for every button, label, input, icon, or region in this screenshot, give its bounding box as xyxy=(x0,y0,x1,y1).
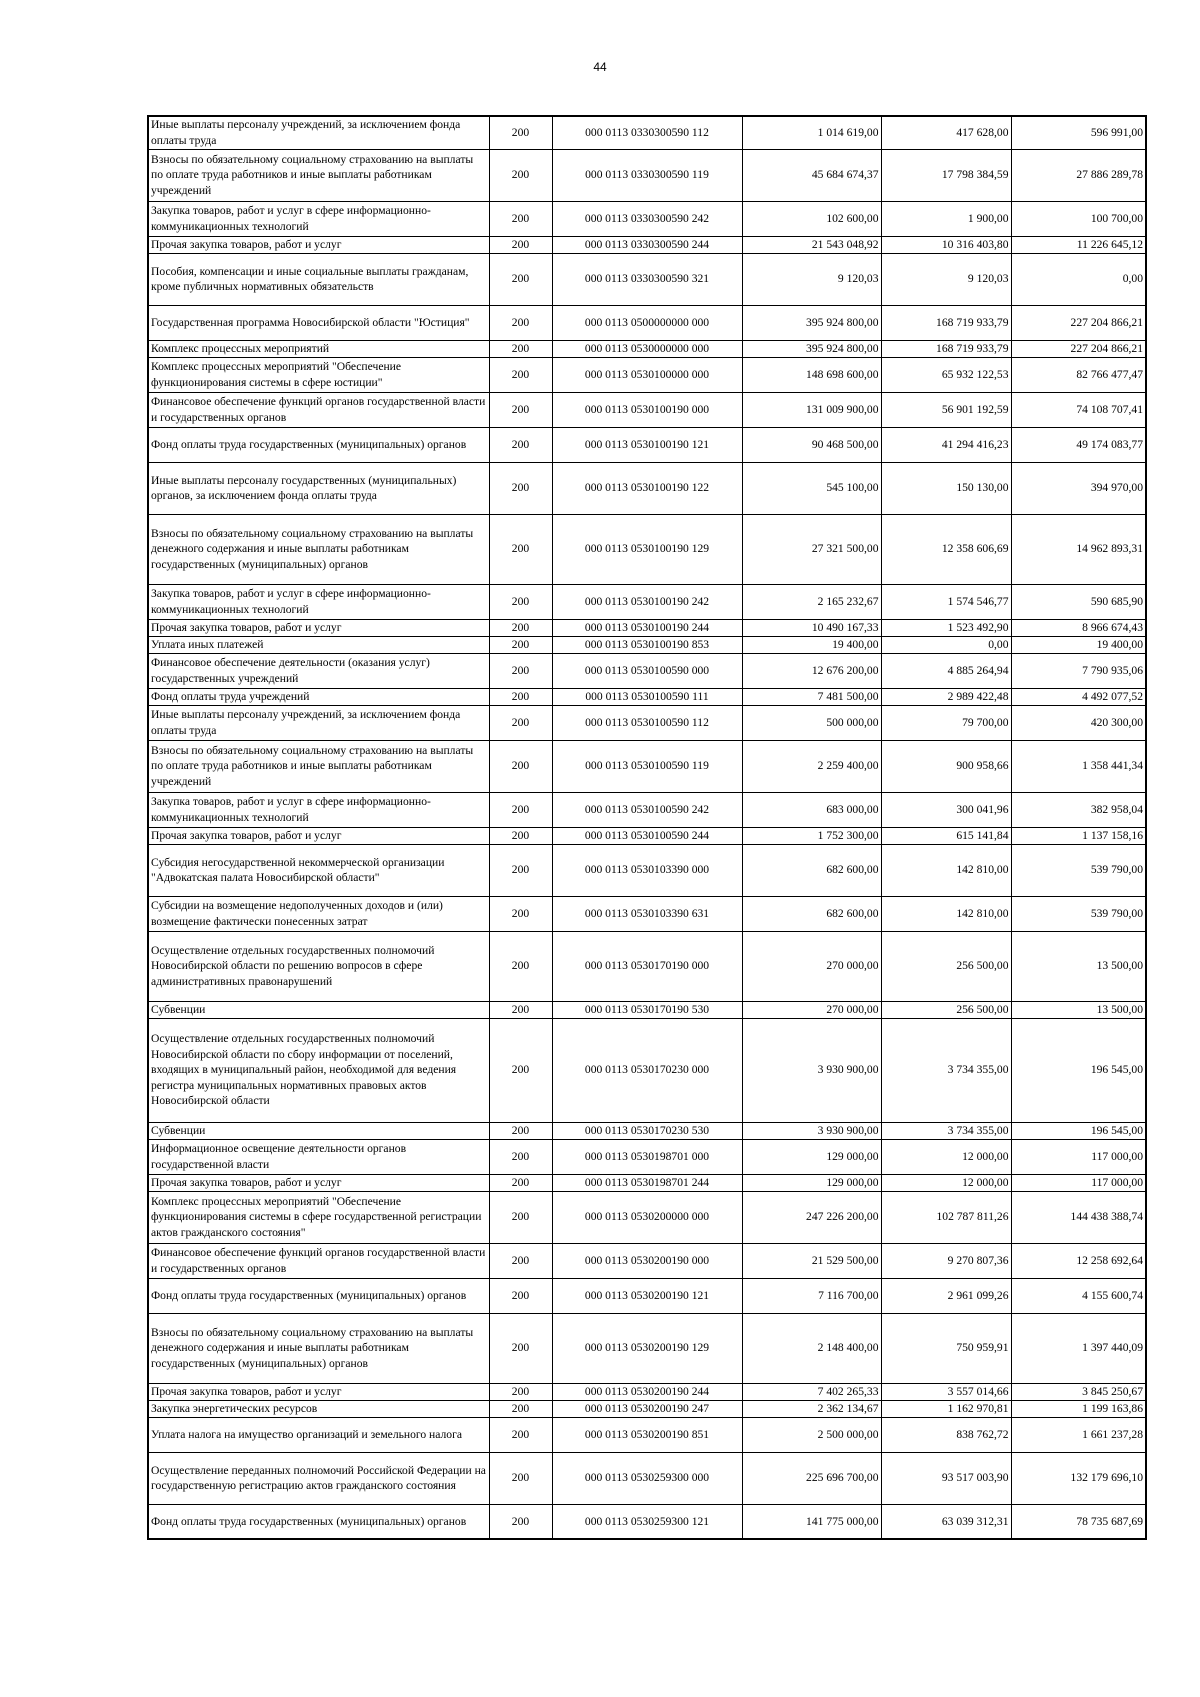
row-name-cell: Субсидии на возмещение недополученных доходов и (или) возмещение фактически понесенных затрат xyxy=(148,896,489,931)
row-executed-cell: 79 700,00 xyxy=(881,705,1011,740)
row-executed-cell: 3 734 355,00 xyxy=(881,1122,1011,1139)
row-classification-cell: 000 0113 0530170230 000 xyxy=(552,1018,742,1122)
row-line-code-cell: 200 xyxy=(489,305,552,340)
row-line-code-cell: 200 xyxy=(489,462,552,514)
row-name-cell: Фонд оплаты труда государственных (муниципальных) органов xyxy=(148,1504,489,1539)
row-name-cell: Пособия, компенсации и иные социальные выплаты гражданам, кроме публичных нормативных обязательств xyxy=(148,253,489,305)
row-name-cell: Осуществление отдельных государственных полномочий Новосибирской области по решению вопросов в сфере административных правонарушений xyxy=(148,931,489,1001)
row-line-code-cell: 200 xyxy=(489,584,552,619)
row-approved-cell: 90 468 500,00 xyxy=(742,427,881,462)
table-body xyxy=(148,116,1146,1539)
row-approved-cell: 10 490 167,33 xyxy=(742,619,881,636)
row-name-cell: Информационное освещение деятельности органов государственной власти xyxy=(148,1139,489,1174)
row-unexecuted-cell: 420 300,00 xyxy=(1011,705,1146,740)
row-unexecuted-cell: 1 661 237,28 xyxy=(1011,1417,1146,1452)
row-approved-cell: 148 698 600,00 xyxy=(742,357,881,392)
row-executed-cell: 3 557 014,66 xyxy=(881,1383,1011,1400)
row-unexecuted-cell: 13 500,00 xyxy=(1011,1001,1146,1018)
table-row xyxy=(148,931,1146,1001)
table-row xyxy=(148,1174,1146,1191)
table-row xyxy=(148,514,1146,584)
row-name-cell: Осуществление переданных полномочий Российской Федерации на государственную регистрацию актов гражданского состояния xyxy=(148,1452,489,1504)
table-row xyxy=(148,827,1146,844)
table-row xyxy=(148,1191,1146,1243)
row-classification-cell: 000 0113 0530198701 000 xyxy=(552,1139,742,1174)
row-executed-cell: 4 885 264,94 xyxy=(881,653,1011,688)
row-executed-cell: 150 130,00 xyxy=(881,462,1011,514)
table-row xyxy=(148,201,1146,236)
row-approved-cell: 2 259 400,00 xyxy=(742,740,881,792)
row-executed-cell: 102 787 811,26 xyxy=(881,1191,1011,1243)
row-name-cell: Финансовое обеспечение деятельности (оказания услуг) государственных учреждений xyxy=(148,653,489,688)
row-name-cell: Иные выплаты персоналу государственных (муниципальных) органов, за исключением фонда оплаты труда xyxy=(148,462,489,514)
row-line-code-cell: 200 xyxy=(489,1001,552,1018)
row-classification-cell: 000 0113 0530200190 851 xyxy=(552,1417,742,1452)
row-line-code-cell: 200 xyxy=(489,1122,552,1139)
row-approved-cell: 247 226 200,00 xyxy=(742,1191,881,1243)
table-row xyxy=(148,1452,1146,1504)
row-approved-cell: 12 676 200,00 xyxy=(742,653,881,688)
row-executed-cell: 1 900,00 xyxy=(881,201,1011,236)
row-classification-cell: 000 0113 0530259300 121 xyxy=(552,1504,742,1539)
row-approved-cell: 682 600,00 xyxy=(742,844,881,896)
row-classification-cell: 000 0113 0330300590 119 xyxy=(552,149,742,201)
row-approved-cell: 225 696 700,00 xyxy=(742,1452,881,1504)
row-classification-cell: 000 0113 0530170230 530 xyxy=(552,1122,742,1139)
row-approved-cell: 131 009 900,00 xyxy=(742,392,881,427)
row-unexecuted-cell: 7 790 935,06 xyxy=(1011,653,1146,688)
row-line-code-cell: 200 xyxy=(489,792,552,827)
row-name-cell: Фонд оплаты труда государственных (муниципальных) органов xyxy=(148,427,489,462)
row-classification-cell: 000 0113 0530170190 000 xyxy=(552,931,742,1001)
row-classification-cell: 000 0113 0500000000 000 xyxy=(552,305,742,340)
row-unexecuted-cell: 117 000,00 xyxy=(1011,1174,1146,1191)
row-approved-cell: 3 930 900,00 xyxy=(742,1018,881,1122)
row-name-cell: Комплекс процессных мероприятий "Обеспечение функционирования системы в сфере юстиции" xyxy=(148,357,489,392)
row-executed-cell: 56 901 192,59 xyxy=(881,392,1011,427)
row-name-cell: Закупка товаров, работ и услуг в сфере информационно-коммуникационных технологий xyxy=(148,584,489,619)
row-line-code-cell: 200 xyxy=(489,1400,552,1417)
row-unexecuted-cell: 12 258 692,64 xyxy=(1011,1243,1146,1278)
row-line-code-cell: 200 xyxy=(489,357,552,392)
row-approved-cell: 1 752 300,00 xyxy=(742,827,881,844)
table-row xyxy=(148,584,1146,619)
row-classification-cell: 000 0113 0330300590 112 xyxy=(552,116,742,149)
row-classification-cell: 000 0113 0530100190 129 xyxy=(552,514,742,584)
row-unexecuted-cell: 539 790,00 xyxy=(1011,896,1146,931)
row-executed-cell: 1 574 546,77 xyxy=(881,584,1011,619)
row-name-cell: Комплекс процессных мероприятий xyxy=(148,340,489,357)
row-executed-cell: 63 039 312,31 xyxy=(881,1504,1011,1539)
row-approved-cell: 1 014 619,00 xyxy=(742,116,881,149)
row-classification-cell: 000 0113 0530200190 121 xyxy=(552,1278,742,1313)
row-line-code-cell: 200 xyxy=(489,340,552,357)
row-approved-cell: 129 000,00 xyxy=(742,1174,881,1191)
row-classification-cell: 000 0113 0530100190 244 xyxy=(552,619,742,636)
row-unexecuted-cell: 227 204 866,21 xyxy=(1011,305,1146,340)
row-approved-cell: 270 000,00 xyxy=(742,1001,881,1018)
row-approved-cell: 21 543 048,92 xyxy=(742,236,881,253)
row-line-code-cell: 200 xyxy=(489,1383,552,1400)
row-classification-cell: 000 0113 0530100190 853 xyxy=(552,636,742,653)
row-classification-cell: 000 0113 0530200190 244 xyxy=(552,1383,742,1400)
row-line-code-cell: 200 xyxy=(489,931,552,1001)
row-unexecuted-cell: 78 735 687,69 xyxy=(1011,1504,1146,1539)
row-executed-cell: 417 628,00 xyxy=(881,116,1011,149)
table-row xyxy=(148,1313,1146,1383)
table-row xyxy=(148,1417,1146,1452)
row-executed-cell: 900 958,66 xyxy=(881,740,1011,792)
row-line-code-cell: 200 xyxy=(489,1243,552,1278)
row-unexecuted-cell: 394 970,00 xyxy=(1011,462,1146,514)
row-unexecuted-cell: 590 685,90 xyxy=(1011,584,1146,619)
table-row xyxy=(148,1400,1146,1417)
row-classification-cell: 000 0113 0530100000 000 xyxy=(552,357,742,392)
row-unexecuted-cell: 49 174 083,77 xyxy=(1011,427,1146,462)
table-row xyxy=(148,1001,1146,1018)
row-approved-cell: 545 100,00 xyxy=(742,462,881,514)
row-classification-cell: 000 0113 0530000000 000 xyxy=(552,340,742,357)
row-approved-cell: 395 924 800,00 xyxy=(742,305,881,340)
row-executed-cell: 615 141,84 xyxy=(881,827,1011,844)
row-line-code-cell: 200 xyxy=(489,1313,552,1383)
row-unexecuted-cell: 74 108 707,41 xyxy=(1011,392,1146,427)
row-classification-cell: 000 0113 0530100190 242 xyxy=(552,584,742,619)
row-executed-cell: 17 798 384,59 xyxy=(881,149,1011,201)
row-line-code-cell: 200 xyxy=(489,1139,552,1174)
row-classification-cell: 000 0113 0530100190 122 xyxy=(552,462,742,514)
row-name-cell: Комплекс процессных мероприятий "Обеспечение функционирования системы в сфере государственной регистрации актов гражданского состояния" xyxy=(148,1191,489,1243)
row-unexecuted-cell: 3 845 250,67 xyxy=(1011,1383,1146,1400)
table-row xyxy=(148,427,1146,462)
row-unexecuted-cell: 0,00 xyxy=(1011,253,1146,305)
row-classification-cell: 000 0113 0330300590 244 xyxy=(552,236,742,253)
row-name-cell: Фонд оплаты труда государственных (муниципальных) органов xyxy=(148,1278,489,1313)
row-classification-cell: 000 0113 0530100590 000 xyxy=(552,653,742,688)
row-unexecuted-cell: 100 700,00 xyxy=(1011,201,1146,236)
row-approved-cell: 141 775 000,00 xyxy=(742,1504,881,1539)
row-unexecuted-cell: 132 179 696,10 xyxy=(1011,1452,1146,1504)
row-unexecuted-cell: 117 000,00 xyxy=(1011,1139,1146,1174)
row-name-cell: Взносы по обязательному социальному страхованию на выплаты по оплате труда работников и иные выплаты работникам учреждений xyxy=(148,149,489,201)
row-line-code-cell: 200 xyxy=(489,1504,552,1539)
table-row xyxy=(148,1278,1146,1313)
row-unexecuted-cell: 196 545,00 xyxy=(1011,1018,1146,1122)
row-executed-cell: 65 932 122,53 xyxy=(881,357,1011,392)
row-line-code-cell: 200 xyxy=(489,896,552,931)
row-unexecuted-cell: 82 766 477,47 xyxy=(1011,357,1146,392)
row-line-code-cell: 200 xyxy=(489,1417,552,1452)
row-name-cell: Закупка энергетических ресурсов xyxy=(148,1400,489,1417)
row-executed-cell: 256 500,00 xyxy=(881,1001,1011,1018)
row-line-code-cell: 200 xyxy=(489,236,552,253)
row-executed-cell: 2 961 099,26 xyxy=(881,1278,1011,1313)
table-row xyxy=(148,236,1146,253)
row-approved-cell: 3 930 900,00 xyxy=(742,1122,881,1139)
row-unexecuted-cell: 19 400,00 xyxy=(1011,636,1146,653)
row-executed-cell: 10 316 403,80 xyxy=(881,236,1011,253)
row-approved-cell: 19 400,00 xyxy=(742,636,881,653)
budget-execution-table xyxy=(147,115,1147,1540)
table-row xyxy=(148,844,1146,896)
row-executed-cell: 838 762,72 xyxy=(881,1417,1011,1452)
row-approved-cell: 395 924 800,00 xyxy=(742,340,881,357)
row-executed-cell: 3 734 355,00 xyxy=(881,1018,1011,1122)
row-line-code-cell: 200 xyxy=(489,1452,552,1504)
row-executed-cell: 12 000,00 xyxy=(881,1139,1011,1174)
row-unexecuted-cell: 11 226 645,12 xyxy=(1011,236,1146,253)
table-row xyxy=(148,116,1146,149)
row-name-cell: Взносы по обязательному социальному страхованию на выплаты денежного содержания и иные выплаты работникам государственных (муниципальных) органов xyxy=(148,1313,489,1383)
table-row xyxy=(148,1122,1146,1139)
table-row xyxy=(148,619,1146,636)
row-executed-cell: 168 719 933,79 xyxy=(881,305,1011,340)
row-unexecuted-cell: 4 155 600,74 xyxy=(1011,1278,1146,1313)
row-line-code-cell: 200 xyxy=(489,1191,552,1243)
row-name-cell: Иные выплаты персоналу учреждений, за исключением фонда оплаты труда xyxy=(148,116,489,149)
row-executed-cell: 142 810,00 xyxy=(881,844,1011,896)
row-approved-cell: 683 000,00 xyxy=(742,792,881,827)
row-name-cell: Прочая закупка товаров, работ и услуг xyxy=(148,1174,489,1191)
row-unexecuted-cell: 1 199 163,86 xyxy=(1011,1400,1146,1417)
row-approved-cell: 2 362 134,67 xyxy=(742,1400,881,1417)
row-approved-cell: 9 120,03 xyxy=(742,253,881,305)
row-name-cell: Иные выплаты персоналу учреждений, за исключением фонда оплаты труда xyxy=(148,705,489,740)
row-unexecuted-cell: 227 204 866,21 xyxy=(1011,340,1146,357)
table-row xyxy=(148,1504,1146,1539)
row-executed-cell: 12 358 606,69 xyxy=(881,514,1011,584)
row-unexecuted-cell: 4 492 077,52 xyxy=(1011,688,1146,705)
row-approved-cell: 2 165 232,67 xyxy=(742,584,881,619)
table-row xyxy=(148,253,1146,305)
row-executed-cell: 300 041,96 xyxy=(881,792,1011,827)
row-name-cell: Финансовое обеспечение функций органов государственной власти и государственных органов xyxy=(148,1243,489,1278)
table-row xyxy=(148,792,1146,827)
table-row xyxy=(148,340,1146,357)
row-approved-cell: 129 000,00 xyxy=(742,1139,881,1174)
table-row xyxy=(148,688,1146,705)
row-line-code-cell: 200 xyxy=(489,149,552,201)
row-approved-cell: 500 000,00 xyxy=(742,705,881,740)
row-name-cell: Уплата иных платежей xyxy=(148,636,489,653)
row-executed-cell: 750 959,91 xyxy=(881,1313,1011,1383)
row-name-cell: Субвенции xyxy=(148,1001,489,1018)
row-classification-cell: 000 0113 0530100190 000 xyxy=(552,392,742,427)
row-name-cell: Государственная программа Новосибирской области "Юстиция" xyxy=(148,305,489,340)
row-executed-cell: 9 270 807,36 xyxy=(881,1243,1011,1278)
row-unexecuted-cell: 1 397 440,09 xyxy=(1011,1313,1146,1383)
row-line-code-cell: 200 xyxy=(489,116,552,149)
table-row xyxy=(148,1139,1146,1174)
row-classification-cell: 000 0113 0530259300 000 xyxy=(552,1452,742,1504)
row-approved-cell: 21 529 500,00 xyxy=(742,1243,881,1278)
table-row xyxy=(148,1018,1146,1122)
row-name-cell: Финансовое обеспечение функций органов государственной власти и государственных органов xyxy=(148,392,489,427)
row-classification-cell: 000 0113 0530200190 129 xyxy=(552,1313,742,1383)
row-line-code-cell: 200 xyxy=(489,705,552,740)
row-classification-cell: 000 0113 0530198701 244 xyxy=(552,1174,742,1191)
row-line-code-cell: 200 xyxy=(489,514,552,584)
row-line-code-cell: 200 xyxy=(489,653,552,688)
row-name-cell: Прочая закупка товаров, работ и услуг xyxy=(148,619,489,636)
row-line-code-cell: 200 xyxy=(489,253,552,305)
row-line-code-cell: 200 xyxy=(489,1018,552,1122)
row-classification-cell: 000 0113 0530100590 119 xyxy=(552,740,742,792)
row-classification-cell: 000 0113 0530200190 000 xyxy=(552,1243,742,1278)
row-executed-cell: 2 989 422,48 xyxy=(881,688,1011,705)
table-row xyxy=(148,149,1146,201)
table-row xyxy=(148,740,1146,792)
row-executed-cell: 41 294 416,23 xyxy=(881,427,1011,462)
row-approved-cell: 45 684 674,37 xyxy=(742,149,881,201)
row-name-cell: Взносы по обязательному социальному страхованию на выплаты по оплате труда работников и иные выплаты работникам учреждений xyxy=(148,740,489,792)
row-line-code-cell: 200 xyxy=(489,427,552,462)
row-unexecuted-cell: 13 500,00 xyxy=(1011,931,1146,1001)
table-row xyxy=(148,1243,1146,1278)
row-line-code-cell: 200 xyxy=(489,688,552,705)
row-classification-cell: 000 0113 0530100190 121 xyxy=(552,427,742,462)
row-line-code-cell: 200 xyxy=(489,1278,552,1313)
table-row xyxy=(148,705,1146,740)
row-unexecuted-cell: 27 886 289,78 xyxy=(1011,149,1146,201)
table-row xyxy=(148,357,1146,392)
table-row xyxy=(148,1383,1146,1400)
row-name-cell: Закупка товаров, работ и услуг в сфере информационно-коммуникационных технологий xyxy=(148,201,489,236)
row-classification-cell: 000 0113 0330300590 242 xyxy=(552,201,742,236)
row-approved-cell: 7 116 700,00 xyxy=(742,1278,881,1313)
row-unexecuted-cell: 1 358 441,34 xyxy=(1011,740,1146,792)
row-name-cell: Закупка товаров, работ и услуг в сфере информационно-коммуникационных технологий xyxy=(148,792,489,827)
row-approved-cell: 102 600,00 xyxy=(742,201,881,236)
row-executed-cell: 12 000,00 xyxy=(881,1174,1011,1191)
row-approved-cell: 2 500 000,00 xyxy=(742,1417,881,1452)
table-row xyxy=(148,636,1146,653)
row-classification-cell: 000 0113 0530200190 247 xyxy=(552,1400,742,1417)
table-row xyxy=(148,462,1146,514)
table-row xyxy=(148,896,1146,931)
row-classification-cell: 000 0113 0530103390 000 xyxy=(552,844,742,896)
row-classification-cell: 000 0113 0530100590 242 xyxy=(552,792,742,827)
table-row xyxy=(148,653,1146,688)
row-approved-cell: 27 321 500,00 xyxy=(742,514,881,584)
row-executed-cell: 93 517 003,90 xyxy=(881,1452,1011,1504)
row-name-cell: Фонд оплаты труда учреждений xyxy=(148,688,489,705)
row-name-cell: Уплата налога на имущество организаций и земельного налога xyxy=(148,1417,489,1452)
row-executed-cell: 0,00 xyxy=(881,636,1011,653)
row-unexecuted-cell: 539 790,00 xyxy=(1011,844,1146,896)
row-executed-cell: 256 500,00 xyxy=(881,931,1011,1001)
row-name-cell: Осуществление отдельных государственных полномочий Новосибирской области по сбору информации от поселений, входящих в муниципальный район, необходимой для ведения регистра муниципальных нормативных правовых актов Новосибирской области xyxy=(148,1018,489,1122)
row-line-code-cell: 200 xyxy=(489,392,552,427)
row-classification-cell: 000 0113 0530170190 530 xyxy=(552,1001,742,1018)
row-line-code-cell: 200 xyxy=(489,740,552,792)
row-name-cell: Субвенции xyxy=(148,1122,489,1139)
row-unexecuted-cell: 196 545,00 xyxy=(1011,1122,1146,1139)
row-unexecuted-cell: 8 966 674,43 xyxy=(1011,619,1146,636)
row-classification-cell: 000 0113 0530100590 111 xyxy=(552,688,742,705)
row-line-code-cell: 200 xyxy=(489,827,552,844)
row-line-code-cell: 200 xyxy=(489,619,552,636)
row-approved-cell: 7 402 265,33 xyxy=(742,1383,881,1400)
row-unexecuted-cell: 144 438 388,74 xyxy=(1011,1191,1146,1243)
page-number: 44 xyxy=(593,60,607,74)
row-unexecuted-cell: 14 962 893,31 xyxy=(1011,514,1146,584)
row-name-cell: Прочая закупка товаров, работ и услуг xyxy=(148,1383,489,1400)
row-approved-cell: 270 000,00 xyxy=(742,931,881,1001)
row-line-code-cell: 200 xyxy=(489,201,552,236)
table-row xyxy=(148,305,1146,340)
row-line-code-cell: 200 xyxy=(489,844,552,896)
row-classification-cell: 000 0113 0530200000 000 xyxy=(552,1191,742,1243)
row-executed-cell: 142 810,00 xyxy=(881,896,1011,931)
row-name-cell: Прочая закупка товаров, работ и услуг xyxy=(148,236,489,253)
row-unexecuted-cell: 596 991,00 xyxy=(1011,116,1146,149)
row-unexecuted-cell: 1 137 158,16 xyxy=(1011,827,1146,844)
row-approved-cell: 7 481 500,00 xyxy=(742,688,881,705)
row-line-code-cell: 200 xyxy=(489,1174,552,1191)
row-executed-cell: 168 719 933,79 xyxy=(881,340,1011,357)
row-unexecuted-cell: 382 958,04 xyxy=(1011,792,1146,827)
row-classification-cell: 000 0113 0330300590 321 xyxy=(552,253,742,305)
row-classification-cell: 000 0113 0530100590 244 xyxy=(552,827,742,844)
row-approved-cell: 682 600,00 xyxy=(742,896,881,931)
row-executed-cell: 1 523 492,90 xyxy=(881,619,1011,636)
row-line-code-cell: 200 xyxy=(489,636,552,653)
row-classification-cell: 000 0113 0530103390 631 xyxy=(552,896,742,931)
row-name-cell: Взносы по обязательному социальному страхованию на выплаты денежного содержания и иные выплаты работникам государственных (муниципальных) органов xyxy=(148,514,489,584)
row-executed-cell: 9 120,03 xyxy=(881,253,1011,305)
row-name-cell: Прочая закупка товаров, работ и услуг xyxy=(148,827,489,844)
row-name-cell: Субсидия негосударственной некоммерческой организации "Адвокатская палата Новосибирской области" xyxy=(148,844,489,896)
row-classification-cell: 000 0113 0530100590 112 xyxy=(552,705,742,740)
row-executed-cell: 1 162 970,81 xyxy=(881,1400,1011,1417)
table-row xyxy=(148,392,1146,427)
row-approved-cell: 2 148 400,00 xyxy=(742,1313,881,1383)
